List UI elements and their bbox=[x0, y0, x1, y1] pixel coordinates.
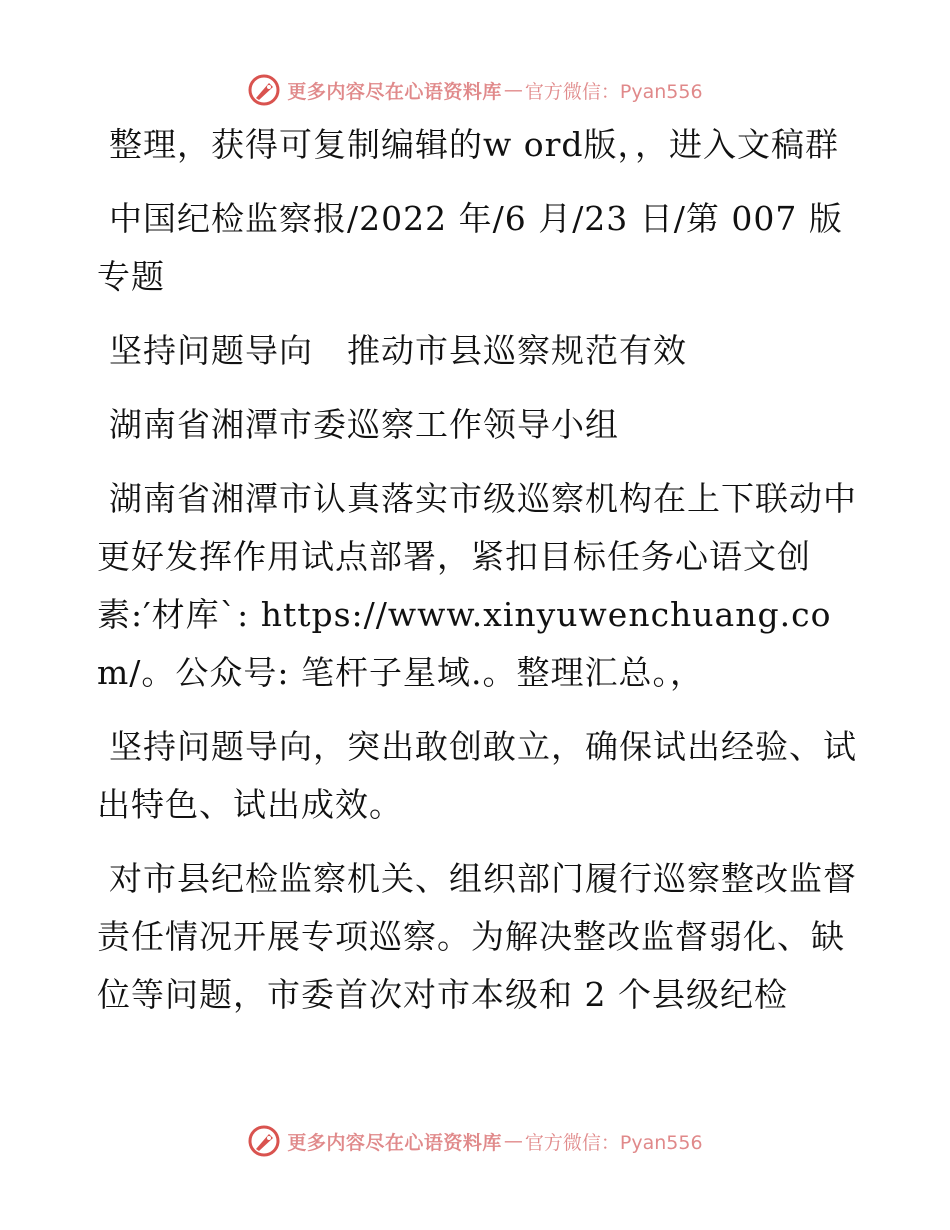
pen-nib-icon bbox=[247, 73, 281, 107]
watermark-text: 更多内容尽在心语资料库 bbox=[287, 80, 502, 103]
pen-nib-icon bbox=[247, 1124, 281, 1158]
header-watermark bbox=[0, 70, 950, 110]
article-author: 湖南省湘潭市委巡察工作领导小组 bbox=[109, 405, 619, 444]
watermark-wechat: 官方微信：Pyan556 bbox=[524, 80, 703, 103]
watermark-text: 更多内容尽在心语资料库 bbox=[287, 1131, 502, 1154]
paragraph-6: 坚持问题导向，突出敢创敢立，确保试出经验、试出特色、试出成效。 bbox=[97, 727, 857, 824]
watermark-wechat: 官方微信：Pyan556 bbox=[524, 1131, 703, 1154]
watermark-separator: — bbox=[503, 1130, 523, 1152]
paragraph-7: 对市县纪检监察机关、组织部门履行巡察整改监督责任情况开展专项巡察。为解决整改监督弱化、缺位等问题，市委首次对市本级和 2 个县级纪检 bbox=[97, 859, 857, 1014]
paragraph-5: 湖南省湘潭市认真落实市级巡察机构在上下联动中更好发挥作用试点部署，紧扣目标任务心语文创素:′材库`: https://www.xinyuwenchuang.com/。公众号: 笔杆子星域.。整理汇总。， bbox=[97, 479, 857, 692]
paragraph-2: 中国纪检监察报/2022 年/6 月/23 日/第 007 版专题 bbox=[97, 199, 843, 296]
article-title: 坚持问题导向 推动市县巡察规范有效 bbox=[109, 331, 687, 370]
footer-watermark bbox=[0, 1121, 950, 1161]
watermark-separator: — bbox=[503, 79, 523, 101]
document-body bbox=[97, 116, 857, 1040]
paragraph-1: 整理，获得可复制编辑的w ord版，，进入文稿群 bbox=[109, 125, 840, 164]
